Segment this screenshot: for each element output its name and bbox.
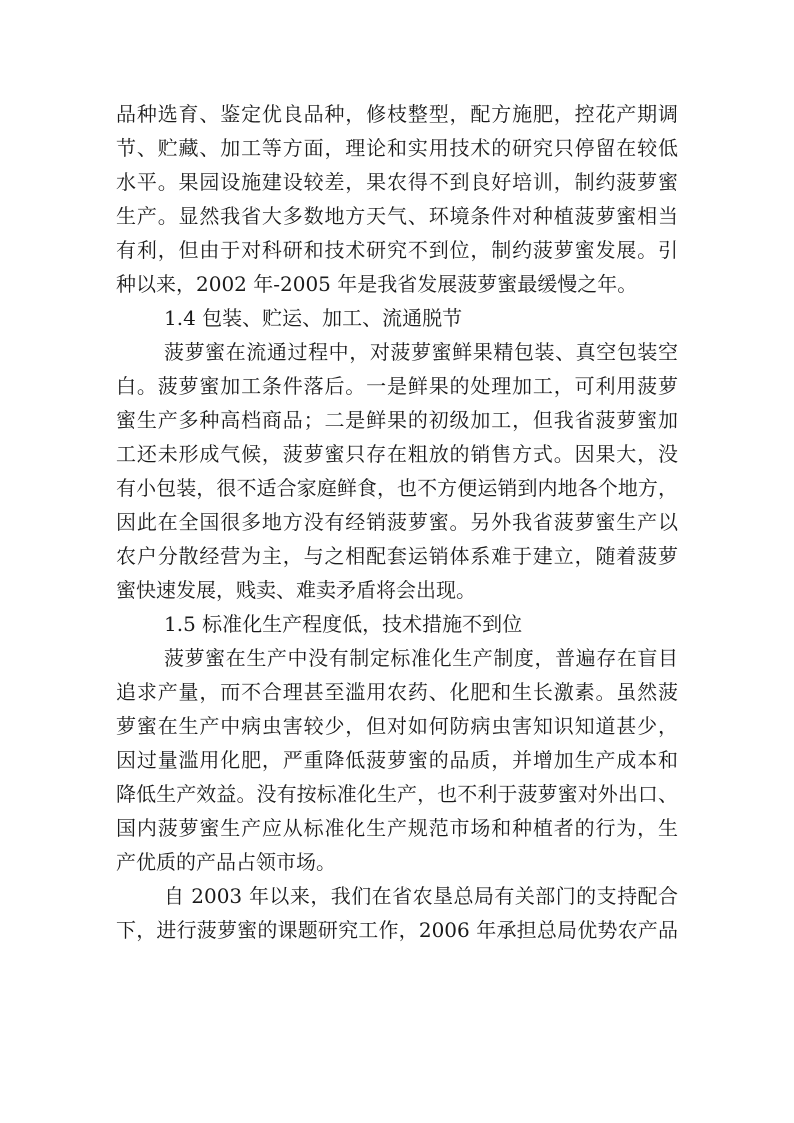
paragraph-4-line-1: 自 2003 年以来，我们在省农垦总局有关部门的支持配合 — [164, 884, 678, 908]
paragraph-3-line-5: 降低生产效益。没有按标准化生产，也不利于菠萝蜜对外出口、 — [116, 782, 678, 806]
paragraph-2-line-7: 农户分散经营为主，与之相配套运销体系难于建立，随着菠萝 — [116, 544, 678, 568]
paragraph-1-line-6: 种以来，2002 年-2005 年是我省发展菠萝蜜最缓慢之年。 — [116, 272, 638, 296]
section-heading-1-4: 1.4 包装、贮运、加工、流通脱节 — [164, 306, 463, 330]
paragraph-1-line-4: 生产。显然我省大多数地方天气、环境条件对种植菠萝蜜相当 — [116, 204, 678, 228]
paragraph-2-line-5: 有小包装，很不适合家庭鲜食，也不方便运销到内地各个地方， — [116, 476, 678, 500]
paragraph-1-line-1: 品种选育、鉴定优良品种，修枝整型，配方施肥，控花产期调 — [116, 102, 678, 126]
paragraph-1-line-2: 节、贮藏、加工等方面，理论和实用技术的研究只停留在较低 — [116, 136, 678, 160]
paragraph-3-line-2: 追求产量，而不合理甚至滥用农药、化肥和生长激素。虽然菠 — [116, 680, 678, 704]
document-body — [116, 97, 678, 947]
paragraph-1-line-5: 有利，但由于对科研和技术研究不到位，制约菠萝蜜发展。引 — [116, 238, 678, 262]
paragraph-1-line-3: 水平。果园设施建设较差，果农得不到良好培训，制约菠萝蜜 — [116, 170, 678, 194]
paragraph-3-line-7: 产优质的产品占领市场。 — [116, 850, 336, 874]
section-heading-1-5: 1.5 标准化生产程度低，技术措施不到位 — [164, 612, 523, 636]
paragraph-3-line-4: 因过量滥用化肥，严重降低菠萝蜜的品质，并增加生产成本和 — [116, 748, 678, 772]
paragraph-2-line-2: 白。菠萝蜜加工条件落后。一是鲜果的处理加工，可利用菠萝 — [116, 374, 678, 398]
paragraph-2-line-1: 菠萝蜜在流通过程中，对菠萝蜜鲜果精包装、真空包装空 — [164, 340, 678, 364]
paragraph-2-line-8: 蜜快速发展，贱卖、难卖矛盾将会出现。 — [116, 578, 476, 602]
paragraph-2-line-4: 工还未形成气候，菠萝蜜只存在粗放的销售方式。因果大，没 — [116, 442, 678, 466]
paragraph-4-line-2: 下，进行菠萝蜜的课题研究工作，2006 年承担总局优势农产品 — [116, 918, 678, 942]
paragraph-3-line-3: 萝蜜在生产中病虫害较少，但对如何防病虫害知识知道甚少， — [116, 714, 678, 738]
paragraph-2-line-6: 因此在全国很多地方没有经销菠萝蜜。另外我省菠萝蜜生产以 — [116, 510, 678, 534]
paragraph-3-line-6: 国内菠萝蜜生产应从标准化生产规范市场和种植者的行为，生 — [116, 816, 678, 840]
paragraph-3-line-1: 菠萝蜜在生产中没有制定标准化生产制度，普遍存在盲目 — [164, 646, 678, 670]
paragraph-2-line-3: 蜜生产多种高档商品；二是鲜果的初级加工，但我省菠萝蜜加 — [116, 408, 678, 432]
